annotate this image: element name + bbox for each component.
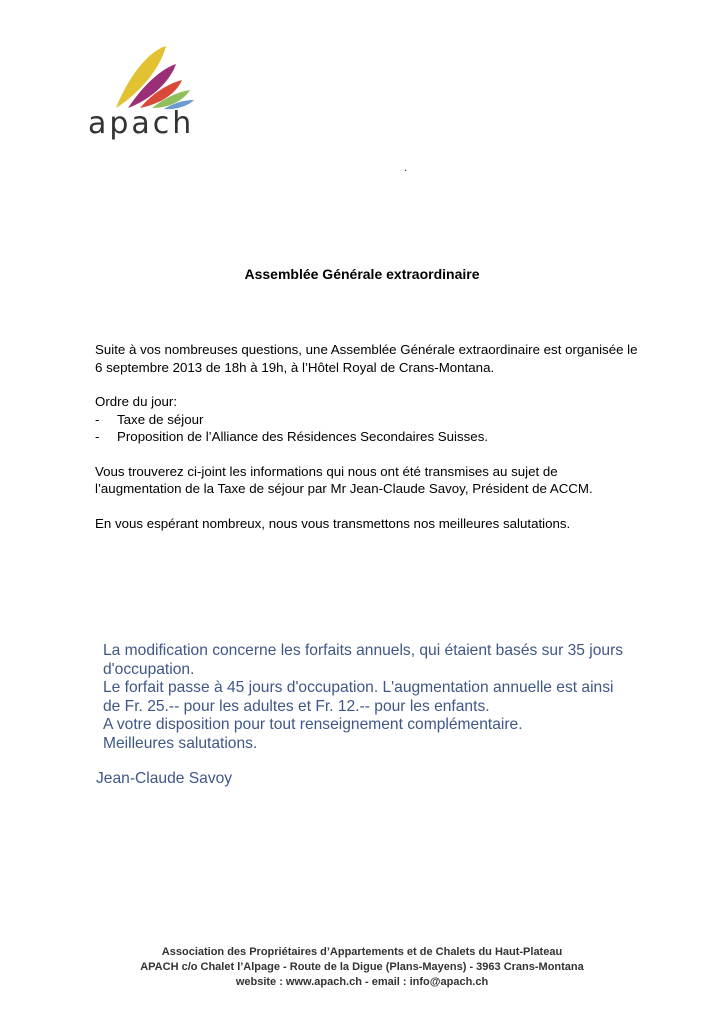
quote-line: d'occupation. (103, 660, 195, 678)
agenda-item (95, 428, 655, 446)
info-line-1: Vous trouverez ci-joint les informations qui nous ont été transmises au sujet de (95, 463, 558, 479)
apach-logo (88, 42, 218, 154)
agenda-item-label: Taxe de séjour (117, 411, 204, 427)
agenda-heading: Ordre du jour: (95, 394, 178, 409)
quote-line: Le forfait passe à 45 jours d'occupation. L'augmentation annuelle est ainsi (103, 679, 614, 696)
footer-line-association: Association des Propriétaires d’Appartements et de Chalets du Haut-Plateau (161, 946, 563, 958)
logo-text: apach (88, 106, 195, 141)
signature: Jean-Claude Savoy (96, 770, 233, 787)
quoted-message (103, 642, 643, 753)
closing-line: En vous espérant nombreux, nous vous transmettons nos meilleures salutations. (95, 515, 571, 531)
footer (0, 945, 724, 990)
logo-petals-icon (106, 42, 196, 114)
letter-body (95, 341, 655, 532)
intro-line-2: 6 septembre 2013 de 18h à 19h, à l’Hôtel Royal de Crans-Montana. (95, 359, 495, 375)
footer-line-contact: website : www.apach.ch - email : info@apach.ch (235, 976, 489, 988)
quote-line: A votre disposition pour tout renseignement complémentaire. (103, 716, 523, 733)
agenda-bullet: - (95, 429, 100, 444)
agenda-item (95, 411, 655, 429)
agenda-bullet: - (95, 411, 100, 427)
quote-line: de Fr. 25.-- pour les adultes et Fr. 12.-- pour les enfants. (103, 697, 490, 715)
document-title: Assemblée Générale extraordinaire (244, 266, 480, 282)
quote-line: La modification concerne les forfaits annuels, qui étaient basés sur 35 jours (103, 642, 624, 659)
footer-line-address: APACH c/o Chalet l’Alpage - Route de la Digue (Plans-Mayens) - 3963 Crans-Montana (140, 961, 584, 973)
agenda-item-label: Proposition de l’Alliance des Résidences Secondaires Suisses. (117, 429, 489, 444)
quote-line: Meilleures salutations. (103, 734, 258, 752)
header-mark: . (404, 160, 408, 174)
intro-line-1: Suite à vos nombreuses questions, une Assemblée Générale extraordinaire est organisée le (95, 342, 638, 357)
info-line-2: l’augmentation de la Taxe de séjour par Mr Jean-Claude Savoy, Président de ACCM. (95, 481, 593, 496)
